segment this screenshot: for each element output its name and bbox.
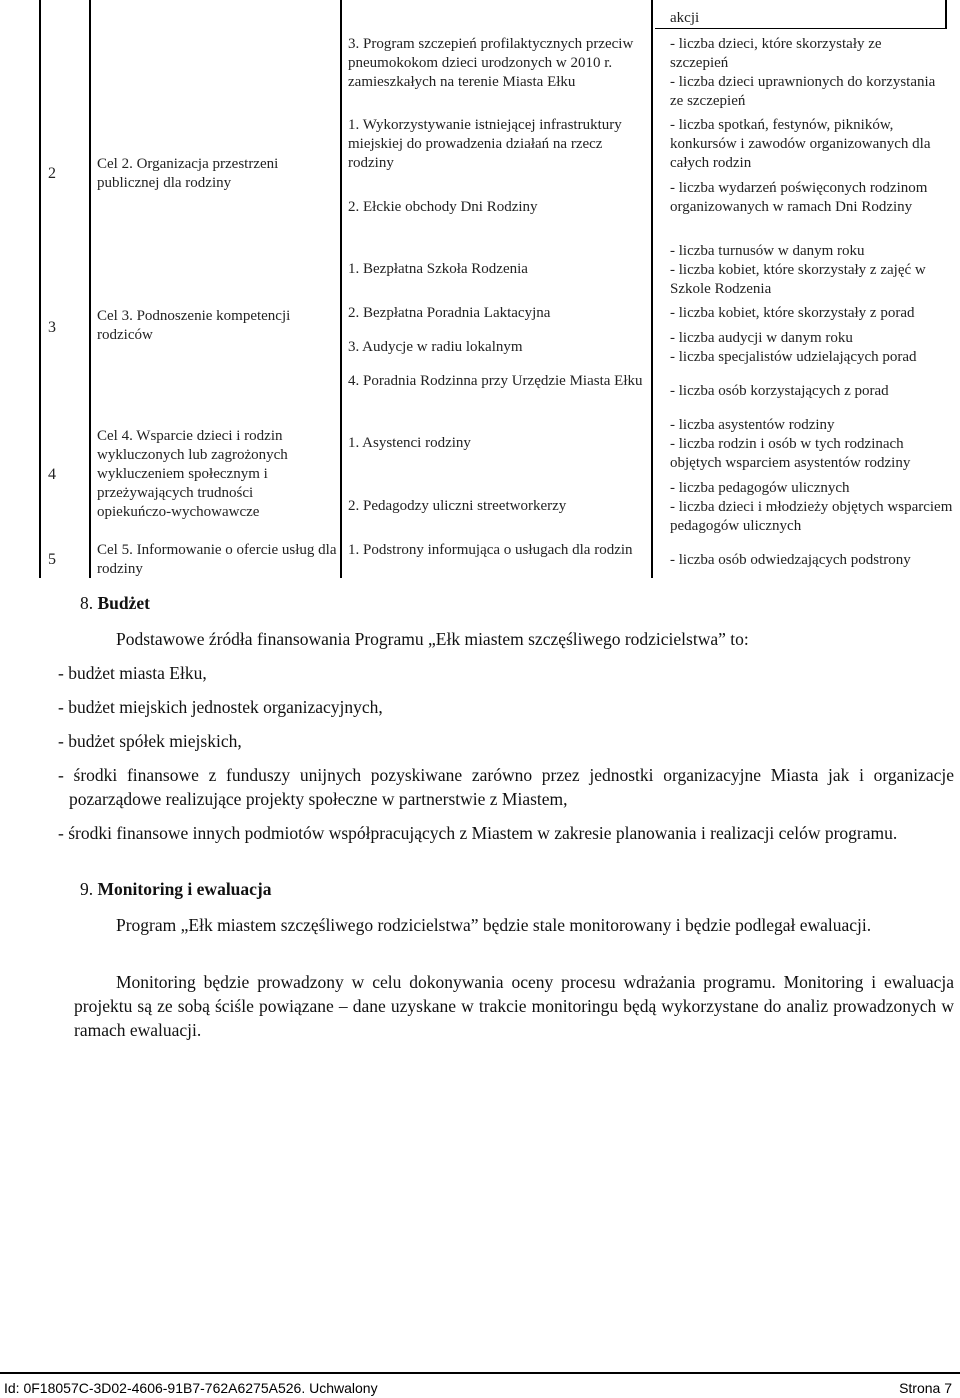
paragraph: Podstawowe źródła finansowania Programu „Ełk miastem szczęśliwego rodzicielstwa” to: [116, 629, 749, 649]
list-item: - środki finansowe innych podmiotów współpracujących z Miastem w zakresie planowania i realizacji celów programu. [58, 823, 898, 843]
indicator-cell: - liczba asystentów rodziny [670, 417, 835, 433]
section-heading-text: Monitoring i ewaluacja [97, 879, 272, 899]
action-cell: 3. Program szczepień profilaktycznych przeciw pneumokokom dzieci urodzonych w 2010 r. zamieszkałych na terenie Miasta Ełku [348, 36, 634, 90]
goal-cell: Cel 3. Podnoszenie kompetencji rodziców [97, 308, 291, 343]
row-number: 4 [48, 466, 56, 483]
goal-cell: Cel 2. Organizacja przestrzeni publicznej dla rodziny [97, 156, 279, 191]
action-cell: 1. Asystenci rodziny [348, 435, 471, 451]
indicator-cell: - liczba turnusów w danym roku [670, 243, 865, 259]
goal-cell: Cel 5. Informowanie o ofercie usług dla rodziny [97, 542, 337, 577]
indicator-cell: - liczba specjalistów udzielających porad [670, 349, 917, 365]
action-cell: 4. Poradnia Rodzinna przy Urzędzie Miasta Ełku [348, 373, 643, 389]
action-cell: 1. Wykorzystywanie istniejącej infrastruktury miejskiej do prowadzenia działań na rzecz rodziny [348, 117, 622, 171]
indicator-cell: - liczba pedagogów ulicznych [670, 480, 850, 496]
indicator-cell: - liczba kobiet, które skorzystały z porad [670, 305, 915, 321]
action-cell: 2. Bezpłatna Poradnia Laktacyjna [348, 305, 551, 321]
indicator-cell: - liczba wydarzeń poświęconych rodzinom organizowanych w ramach Dni Rodziny [670, 180, 928, 215]
row-number: 3 [48, 319, 56, 336]
list-item: - budżet spółek miejskich, [58, 731, 242, 751]
section-heading-number: 9. [80, 879, 94, 899]
list-item: - budżet miasta Ełku, [58, 663, 207, 683]
section-heading-number: 8. [80, 593, 94, 613]
indicator-cell: - liczba osób odwiedzających podstrony [670, 552, 911, 568]
section-heading [80, 591, 150, 615]
document-id: Id: 0F18057C-3D02-4606-91B7-762A6275A526. Uchwalony [4, 1380, 378, 1396]
indicator-cell: - liczba audycji w danym roku [670, 330, 853, 346]
action-cell: 1. Podstrony informująca o usługach dla rodzin [348, 542, 633, 558]
goal-cell: Cel 4. Wsparcie dzieci i rodzin wykluczonych lub zagrożonych wykluczeniem społecznym i przeżywających trudności opiekuńczo-wychowawcze [97, 428, 288, 520]
indicator-cell: - liczba dzieci, które skorzystały ze szczepień [670, 36, 882, 71]
row-number: 2 [48, 165, 56, 182]
action-cell: 2. Pedagodzy uliczni streetworkerzy [348, 498, 567, 514]
indicator-cell: - liczba kobiet, które skorzystały z zajęć w Szkole Rodzenia [670, 262, 926, 297]
list-item: - środki finansowe z funduszy unijnych pozyskiwane zarówno przez jednostki organizacyjne Miasta jak i organizacje pozarządowe realizujące projekty społeczne w partnerstwie z Miastem, [58, 765, 954, 809]
section-heading-text: Budżet [97, 593, 150, 613]
row-number: 5 [48, 551, 56, 568]
indicator-cell: - liczba spotkań, festynów, pikników, konkursów i zawodów organizowanych dla całych rodzin [670, 117, 931, 171]
section-heading [80, 877, 272, 901]
paragraph: Monitoring będzie prowadzony w celu dokonywania oceny procesu wdrażania programu. Monitoring i ewaluacja projektu są ze sobą ściśle powiązane – dane uzyskane w trakcie monitoringu będą wykorzystane do analiz prowadzonych w ramach ewaluacji. [74, 972, 954, 1040]
action-cell: 1. Bezpłatna Szkoła Rodzenia [348, 261, 528, 277]
list-item: - budżet miejskich jednostek organizacyjnych, [58, 697, 383, 717]
action-cell: 2. Ełckie obchody Dni Rodziny [348, 199, 538, 215]
footer-divider [0, 1372, 960, 1374]
page-number: Strona 7 [899, 1380, 952, 1396]
table-header-tail: akcji [670, 10, 700, 26]
paragraph: Program „Ełk miastem szczęśliwego rodzicielstwa” będzie stale monitorowany i będzie podlegał ewaluacji. [116, 915, 872, 935]
action-cell: 3. Audycje w radiu lokalnym [348, 339, 523, 355]
indicator-cell: - liczba dzieci i młodzieży objętych wsparciem pedagogów ulicznych [670, 499, 953, 534]
indicator-cell: - liczba osób korzystających z porad [670, 383, 889, 399]
indicator-cell: - liczba rodzin i osób w tych rodzinach objętych wsparciem asystentów rodziny [670, 436, 911, 471]
indicator-cell: - liczba dzieci uprawnionych do korzystania ze szczepień [670, 74, 936, 109]
